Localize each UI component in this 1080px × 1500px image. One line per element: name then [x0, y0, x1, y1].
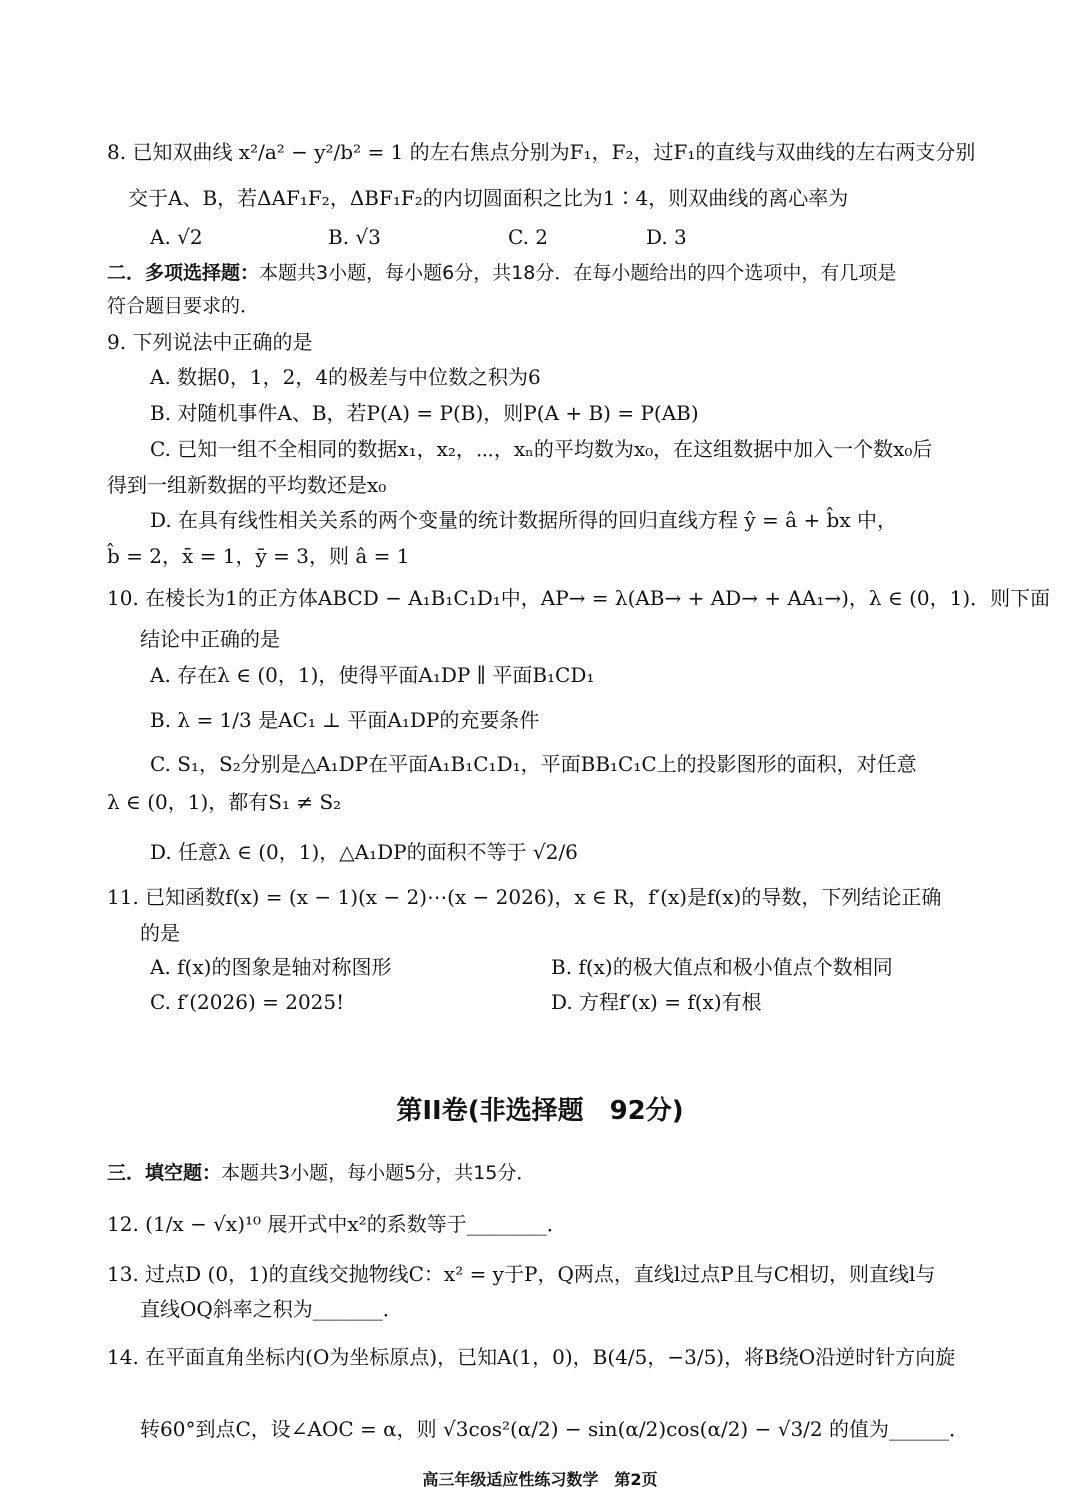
section2-label: 二．多项选择题： — [107, 262, 260, 284]
q10-line2: 结论中正确的是 — [140, 627, 280, 651]
q14-line2: 转60°到点C，设∠AOC = α，则 √3cos²(α/2) − sin(α/2)cos(α/2) − √3/2 的值为______． — [140, 1417, 969, 1441]
section2-text: 本题共3小题，每小题6分，共18分．在每小题给出的四个选项中，有几项是 — [259, 262, 897, 284]
q11-option-a: A. f(x)的图象是轴对称图形 — [150, 955, 392, 979]
q8-line2: 交于A、B，若ΔAF₁F₂，ΔBF₁F₂的内切圆面积之比为1∶4，则双曲线的离心率为 — [128, 186, 849, 210]
q10-option-c-line1: C. S₁，S₂分别是△A₁DP在平面A₁B₁C₁D₁，平面BB₁C₁C上的投影图形的面积，对任意 — [150, 752, 917, 776]
q9-option-c-line1: C. 已知一组不全相同的数据x₁，x₂，⋯，xₙ的平均数为x₀，在这组数据中加入一个数x₀后 — [150, 437, 933, 461]
q9-option-c-line2: 得到一组新数据的平均数还是x₀ — [107, 473, 387, 497]
q11-line1: 11. 已知函数f(x) = (x − 1)(x − 2)⋯(x − 2026)，x ∈ R，f′(x)是f(x)的导数，下列结论正确 — [107, 885, 942, 909]
q9-option-d-line1: D. 在具有线性相关关系的两个变量的统计数据所得的回归直线方程 ŷ = â + b̂x 中， — [150, 508, 898, 532]
section3-line — [107, 1162, 535, 1186]
q8-line1: 8. 已知双曲线 x²/a² − y²/b² = 1 的左右焦点分别为F₁，F₂，过F₁的直线与双曲线的左右两支分别 — [107, 140, 976, 164]
q11-option-c: C. f′(2026) = 2025! — [150, 990, 345, 1014]
q9-stem: 9. 下列说法中正确的是 — [107, 330, 313, 354]
q9-option-a: A. 数据0，1，2，4的极差与中位数之积为6 — [150, 365, 541, 389]
q8-option-c: C. 2 — [508, 225, 549, 249]
part2-title: 第II卷(非选择题 92分) — [396, 1096, 684, 1126]
q13-line1: 13. 过点D (0，1)的直线交抛物线C：x² = y于P，Q两点，直线l过点P且与C相切，则直线l与 — [107, 1262, 936, 1286]
section2-line1 — [107, 262, 896, 286]
q11-option-d: D. 方程f′(x) = f(x)有根 — [551, 990, 762, 1014]
section3-label: 三．填空题： — [107, 1162, 222, 1184]
q11-option-b: B. f(x)的极大值点和极小值点个数相同 — [551, 955, 893, 979]
q10-option-c-line2: λ ∈ (0，1)，都有S₁ ≠ S₂ — [107, 790, 342, 814]
q9-option-d-line2: b̂ = 2，x̄ = 1，ȳ = 3，则 â = 1 — [107, 544, 410, 568]
q12-line: 12. (1/x − √x)¹⁰ 展开式中x²的系数等于________． — [107, 1212, 567, 1236]
q11-line2: 的是 — [140, 921, 180, 945]
q10-line1: 10. 在棱长为1的正方体ABCD − A₁B₁C₁D₁中，AP→ = λ(AB→ + AD→ + AA₁→)，λ ∈ (0，1)．则下面 — [107, 586, 1051, 610]
q10-option-a: A. 存在λ ∈ (0，1)，使得平面A₁DP ∥ 平面B₁CD₁ — [150, 663, 595, 687]
section3-text: 本题共3小题，每小题5分，共15分． — [221, 1162, 536, 1184]
section2-line2: 符合题目要求的． — [107, 295, 260, 317]
q10-option-d: D. 任意λ ∈ (0，1)，△A₁DP的面积不等于 √2/6 — [150, 840, 578, 864]
q10-option-b: B. λ = 1/3 是AC₁ ⊥ 平面A₁DP的充要条件 — [150, 708, 540, 732]
q14-line1: 14. 在平面直角坐标内(O为坐标原点)，已知A(1，0)，B(4/5，−3/5)，将B绕O沿逆时针方向旋 — [107, 1345, 956, 1369]
q8-option-a: A. √2 — [150, 225, 203, 249]
q9-option-b: B. 对随机事件A、B，若P(A) = P(B)，则P(A + B) = P(AB) — [150, 401, 699, 425]
q13-line2: 直线OQ斜率之积为_______． — [140, 1297, 403, 1321]
q8-option-b: B. √3 — [328, 225, 381, 249]
page-footer: 高三年级适应性练习数学 第2页 — [422, 1470, 658, 1489]
q8-option-d: D. 3 — [646, 225, 687, 249]
